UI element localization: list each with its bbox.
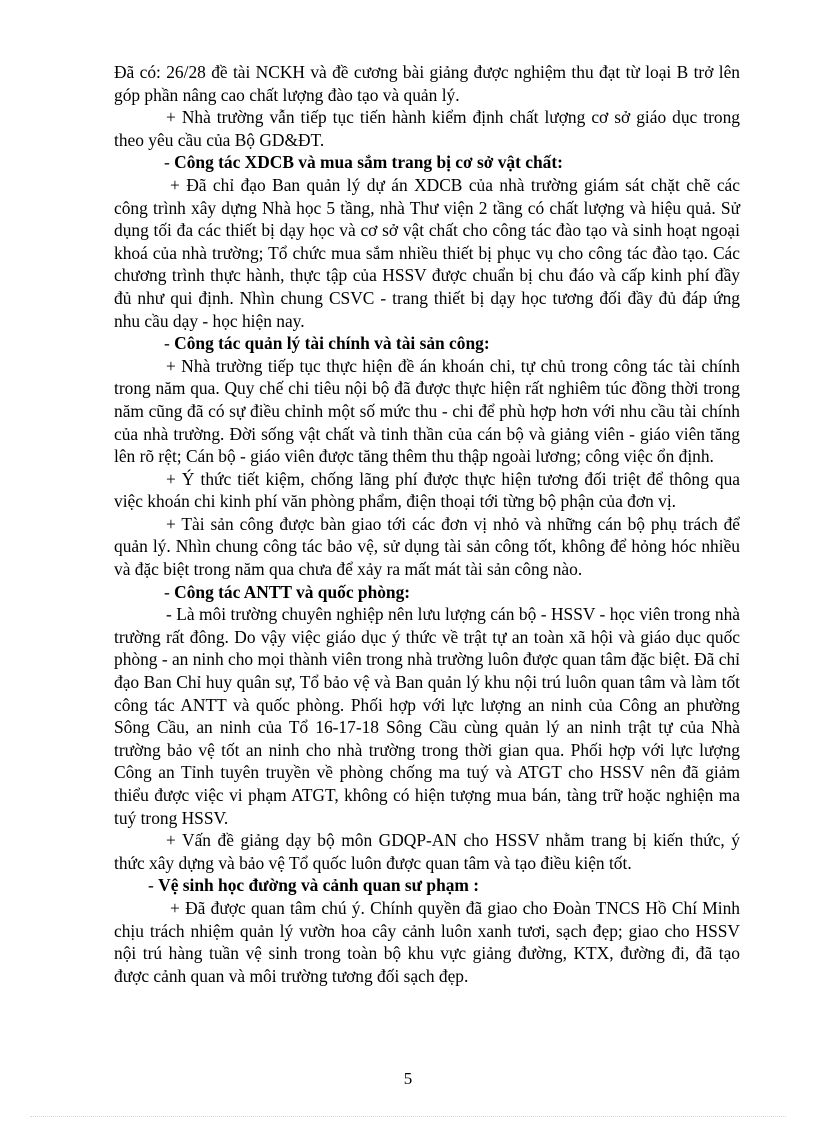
section-heading-infrastructure — [114, 151, 740, 174]
heading-text: Công tác ANTT và quốc phòng: — [174, 581, 411, 602]
section-heading-hygiene — [114, 874, 740, 897]
document-body — [114, 61, 740, 987]
heading-dash: - — [148, 875, 159, 896]
page-bottom-divider — [30, 1116, 786, 1117]
section-heading-finance — [114, 332, 740, 355]
paragraph-infrastructure: + Đã chỉ đạo Ban quản lý dự án XDCB của nhà trường giám sát chặt chẽ các công trình xây dựng Nhà học 5 tầng, nhà Thư viện 2 tầng có chất lượng và hiệu quả. Sử dụng tối đa các thiết bị dạy học và cơ sở vật chất cho công tác đào tạo và sinh hoạt ngoại khoá của nhà trường; Tổ chức mua sắm nhiều thiết bị phục vụ cho công tác đào tạo. Các chương trình thực hành, thực tập của HSSV được chuẩn bị chu đáo và cấp kinh phí đầy đủ như qui định. Nhìn chung CSVC - trang thiết bị dạy học tương đối đầy đủ đáp ứng nhu cầu dạy - học hiện nay. — [114, 174, 740, 331]
paragraph-research-results: Đã có: 26/28 đề tài NCKH và đề cương bài giảng được nghiệm thu đạt từ loại B trở lên góp phần nâng cao chất lượng đào tạo và quản lý. — [114, 62, 740, 105]
section-heading-security — [114, 581, 740, 604]
heading-dash: - — [164, 581, 175, 602]
paragraph-saving: + Ý thức tiết kiệm, chống lãng phí được thực hiện tương đối triệt để thông qua việc khoán chi kinh phí văn phòng phẩm, điện thoại tới từng bộ phận của đơn vị. — [114, 468, 740, 512]
paragraph-quality-accreditation: + Nhà trường vẫn tiếp tục tiến hành kiểm định chất lượng cơ sở giáo dục trong theo yêu cầu của Bộ GD&ĐT. — [114, 107, 740, 150]
paragraph-public-assets: + Tài sản công được bàn giao tới các đơn vị nhỏ và những cán bộ phụ trách để quản lý. Nhìn chung công tác bảo vệ, sử dụng tài sản công tốt, không để hỏng hóc nhiều và đặc biệt trong năm qua chưa để xảy ra mất mát tài sản công nào. — [114, 513, 740, 580]
paragraph-security: - Là môi trường chuyên nghiệp nên lưu lượng cán bộ - HSSV - học viên trong nhà trường rất đông. Do vậy việc giáo dục ý thức về trật tự an toàn xã hội và giáo dục quốc phòng - an ninh cho mọi thành viên trong nhà trường luôn được quan tâm đặc biệt. Đã chỉ đạo Ban Chỉ huy quân sự, Tổ bảo vệ và Ban quản lý khu nội trú luôn quan tâm và làm tốt công tác ANTT và quốc phòng. Phối hợp với lực lượng an ninh của Công an phường Sông Cầu, an ninh của Tổ 16-17-18 Sông Cầu cùng quản lý an ninh trật tự của Nhà trường bảo vệ tốt an ninh cho nhà trường trong thời gian qua. Phối hợp với lực lượng Công an Tỉnh tuyên truyền về phòng chống ma tuý và ATGT cho HSSV nên đã giảm thiểu được việc vi phạm ATGT, không có hiện tượng mua bán, tàng trữ hoặc nghiện ma tuý trong HSSV. — [114, 604, 740, 828]
page-number: 5 — [403, 1069, 413, 1088]
heading-dash: - — [164, 333, 175, 354]
heading-text: Công tác XDCB và mua sắm trang bị cơ sở vật chất: — [174, 152, 563, 173]
paragraph-defense-education: + Vấn đề giảng dạy bộ môn GDQP-AN cho HSSV nhằm trang bị kiến thức, ý thức xây dựng và bảo vệ Tổ quốc luôn được quan tâm và tạo điều kiện tốt. — [114, 830, 740, 873]
heading-text: Công tác quản lý tài chính và tài sản công: — [174, 333, 490, 354]
heading-text: Vệ sinh học đường và cảnh quan sư phạm : — [158, 875, 480, 896]
paragraph-finance: + Nhà trường tiếp tục thực hiện đề án khoán chi, tự chủ trong công tác tài chính trong năm qua. Quy chế chi tiêu nội bộ đã được thực hiện rất nghiêm túc đồng thời trong năm cũng đã có sự điều chỉnh một số mức thu - chi để phù hợp hơn với nhu cầu tài chính của nhà trường. Đời sống vật chất và tinh thần của cán bộ và giảng viên - giáo viên tăng lên rõ rệt; Cán bộ - giáo viên được tăng thêm thu thập ngoài lương; công việc ổn định. — [114, 355, 740, 467]
paragraph-hygiene: + Đã được quan tâm chú ý. Chính quyền đã giao cho Đoàn TNCS Hồ Chí Minh chịu trách nhiệm quản lý vườn hoa cây cảnh luôn xanh tươi, sạch đẹp; giao cho HSSV nội trú hàng tuần vệ sinh trong toàn bộ khu vực giảng đường, KTX, đường đi, đã tạo được cảnh quan và môi trường tương đối sạch đẹp. — [114, 897, 740, 986]
heading-dash: - — [164, 152, 175, 173]
